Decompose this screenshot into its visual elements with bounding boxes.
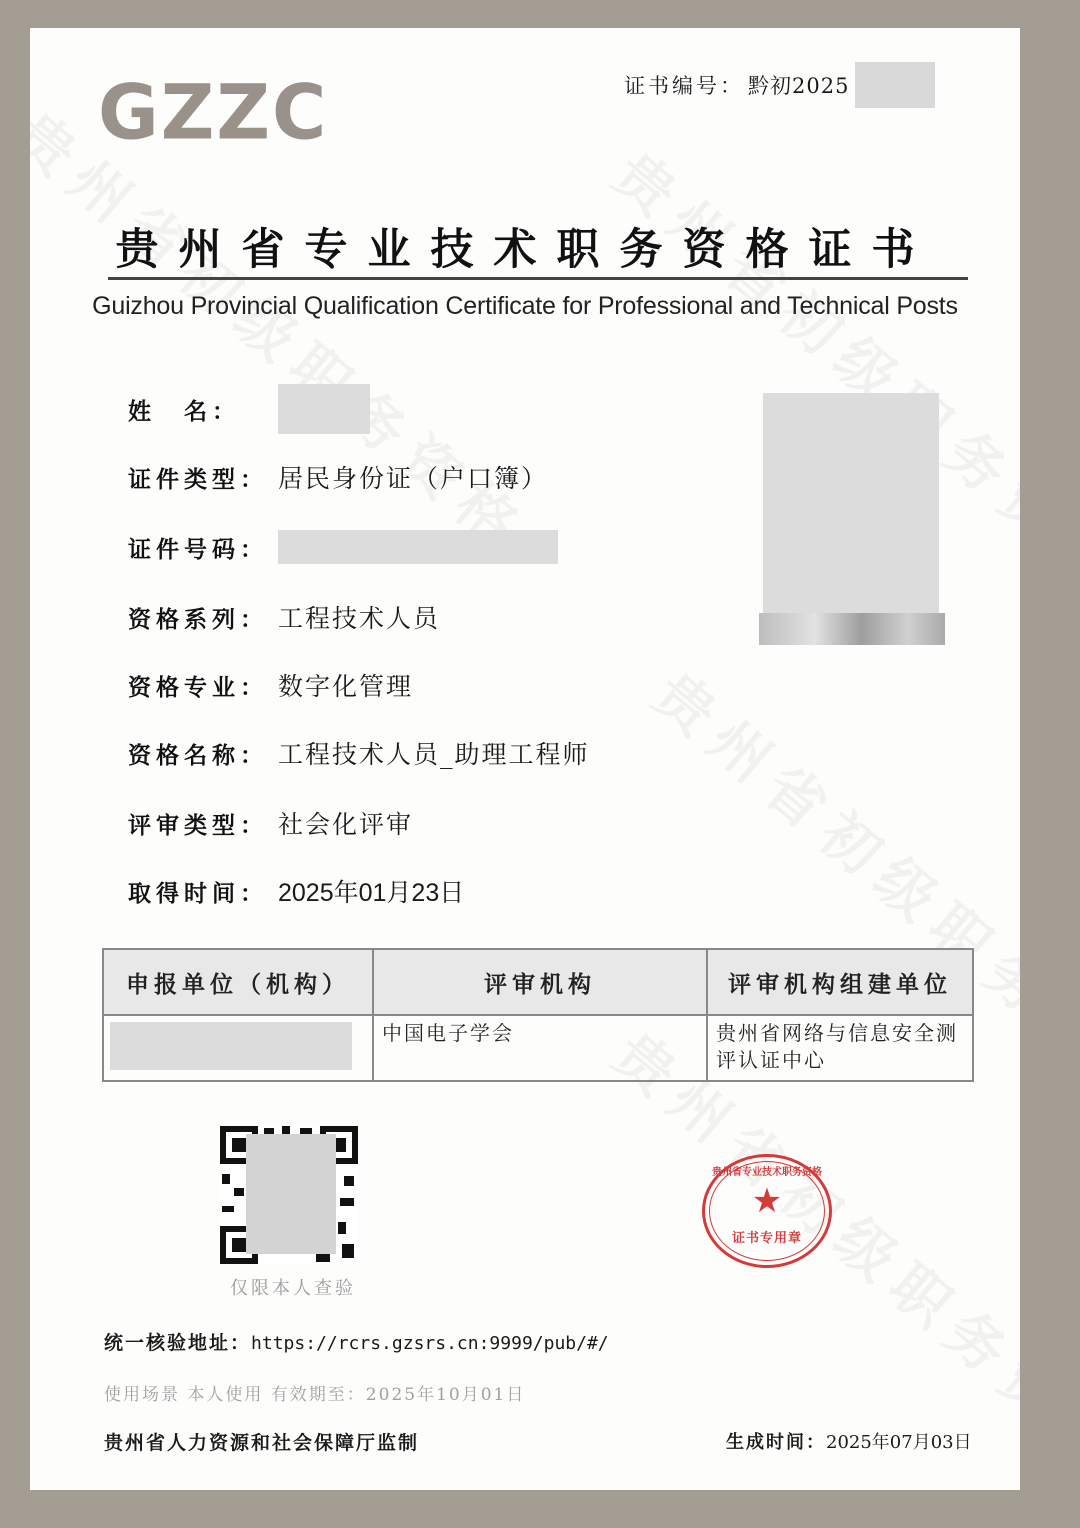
field-series — [128, 592, 440, 642]
generated-label: 生成时间： — [726, 1432, 826, 1453]
qr-module — [222, 1206, 234, 1212]
field-label: 姓 名： — [128, 398, 240, 425]
field-name — [128, 384, 370, 434]
verify-url-link[interactable]: https://rcrs.gzsrs.cn:9999/pub/#/ — [251, 1333, 609, 1354]
table-header: 申报单位（机构） — [103, 949, 373, 1015]
redaction-block — [278, 384, 370, 434]
field-label: 资格名称： — [128, 742, 268, 769]
field-value: 数字化管理 — [278, 672, 414, 701]
field-qualification — [128, 728, 590, 778]
title-chinese: 贵州省专业技术职务资格证书 — [115, 225, 935, 275]
photo-edge — [759, 613, 945, 645]
seal-arc-text: 贵州省专业技术职务资格 — [712, 1167, 822, 1178]
table-header: 评审机构 — [373, 949, 707, 1015]
verify-label: 统一核验地址： — [104, 1332, 252, 1354]
verify-address — [104, 1328, 609, 1355]
table-row — [103, 1015, 973, 1081]
qr-code[interactable] — [220, 1126, 358, 1264]
redaction-block — [110, 1022, 352, 1070]
usage-note: 使用场景 本人使用 有效期至：2025年10月01日 — [104, 1385, 526, 1405]
generated-value: 2025年07月03日 — [826, 1432, 972, 1453]
field-value: 2025年01月23日 — [278, 879, 465, 907]
organization-table — [102, 948, 974, 1082]
title-english: Guizhou Provincial Qualification Certificate for Professional and Technical Posts — [92, 292, 958, 320]
field-date — [128, 866, 464, 916]
field-specialty — [128, 660, 413, 710]
qr-module — [234, 1188, 244, 1196]
table-cell: 贵州省网络与信息安全测评认证中心 — [707, 1015, 973, 1081]
field-label: 资格专业： — [128, 674, 268, 701]
table-cell: 中国电子学会 — [373, 1015, 707, 1081]
title-divider — [108, 277, 968, 280]
field-review-type — [128, 798, 413, 848]
cert-number — [624, 62, 935, 108]
redaction-block — [246, 1134, 336, 1254]
field-value: 工程技术人员 — [278, 604, 441, 633]
gzzc-logo: GZZC — [98, 69, 329, 157]
redaction-block — [278, 530, 558, 564]
field-value: 社会化评审 — [278, 810, 414, 839]
qr-module — [342, 1244, 354, 1258]
field-label: 取得时间： — [128, 880, 268, 907]
qr-module — [344, 1176, 354, 1186]
qr-note: 仅限本人查验 — [230, 1278, 356, 1299]
field-label: 证件类型： — [128, 466, 268, 493]
field-value: 居民身份证（户口簿） — [278, 464, 549, 493]
qr-module — [338, 1222, 346, 1234]
cert-number-label: 证书编号： — [624, 74, 744, 98]
seal-bottom-text: 证书专用章 — [731, 1231, 802, 1246]
certificate-sheet — [30, 28, 1020, 1490]
qr-module — [316, 1254, 330, 1262]
field-label: 资格系列： — [128, 606, 268, 633]
field-value: 工程技术人员_助理工程师 — [278, 740, 590, 769]
field-id-number — [128, 522, 558, 572]
generated-time — [726, 1428, 972, 1454]
redaction-block — [855, 62, 935, 108]
field-label: 证件号码： — [128, 536, 268, 563]
table-header: 评审机构组建单位 — [707, 949, 973, 1015]
field-id-type — [128, 452, 548, 502]
issuer: 贵州省人力资源和社会保障厅监制 — [104, 1432, 420, 1454]
qr-module — [222, 1174, 230, 1184]
photo-redacted — [763, 393, 939, 643]
qr-module — [340, 1198, 354, 1206]
star-icon: ★ — [751, 1181, 783, 1221]
cert-number-value: 黔初2025 — [748, 74, 850, 98]
official-seal — [702, 1154, 832, 1268]
table-cell-unit — [103, 1015, 373, 1081]
field-label: 评审类型： — [128, 812, 268, 839]
